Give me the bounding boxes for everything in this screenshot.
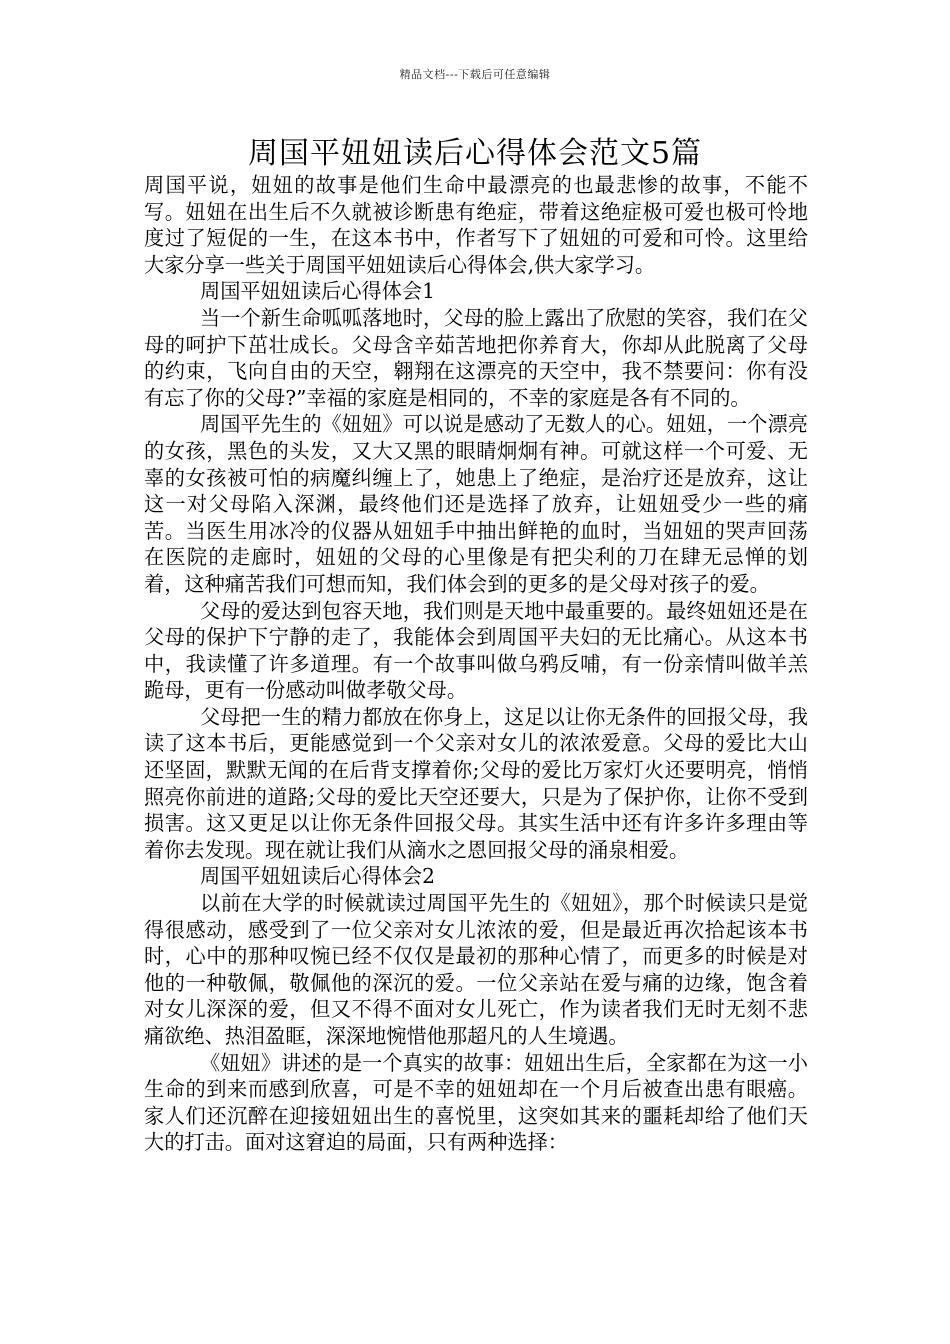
body-paragraph: 父母把一生的精力都放在你身上，这足以让你无条件的回报父母，我读了这本书后，更能感觉到一个父亲对女儿的浓浓爱意。父母的爱比大山还坚固，默默无闻的在后背支撑着你;父母的爱比万家灯火还要明亮，悄悄照亮你前进的道路;父母的爱比天空还要大，只是为了保护你，让你不受到损害。这又更足以让你无条件回报父母。其实生活中还有许多许多理由等着你去发现。现在就让我们从滴水之恩回报父母的涌泉相爱。 (144, 704, 808, 862)
page-title: 周国平妞妞读后心得体会范文5篇 (247, 136, 703, 171)
intro-paragraph: 周国平说，妞妞的故事是他们生命中最漂亮的也最悲惨的故事，不能不写。妞妞在出生后不久就被诊断患有绝症，带着这绝症极可爱也极可怜地度过了短促的一生，在这本书中，作者写下了妞妞的可爱和可怜。这里给大家分享一些关于周国平妞妞读后心得体会,供大家学习。 (144, 173, 808, 277)
body-paragraph: 父母的爱达到包容天地，我们则是天地中最重要的。最终妞妞还是在父母的保护下宁静的走了，我能体会到周国平夫妇的无比痛心。从这本书中，我读懂了许多道理。有一个故事叫做乌鸦反哺，有一份亲情叫做羊羔跪母，更有一份感动叫做孝敬父母。 (144, 598, 808, 703)
section-heading-1: 周国平妞妞读后心得体会1 (200, 279, 435, 304)
document-body (144, 172, 808, 1156)
header-note: 精品文档---下载后可任意编辑 (399, 68, 551, 81)
section-heading-2: 周国平妞妞读后心得体会2 (200, 864, 435, 889)
body-paragraph: 当一个新生命呱呱落地时，父母的脸上露出了欣慰的笑容，我们在父母的呵护下茁壮成长。父母含辛茹苦地把你养育大，你却从此脱离了父母的约束，飞向自由的天空，翱翔在这漂亮的天空中，我不禁要问：你有没有忘了你的父母?”幸福的家庭是相同的，不幸的家庭是各有不同的。 (144, 305, 808, 410)
body-paragraph: 以前在大学的时候就读过周国平先生的《妞妞》，那个时候读只是觉得很感动，感受到了一位父亲对女儿浓浓的爱，但是最近再次拾起该本书时，心中的那种叹惋已经不仅仅是最初的那种心情了，而更多的时候是对他的一种敬佩，敬佩他的深沉的爱。一位父亲站在爱与痛的边缘，饱含着对女儿深深的爱，但又不得不面对女儿死亡，作为读者我们无时无刻不悲痛欲绝、热泪盈眶，深深地惋惜他那超凡的人生境遇。 (144, 891, 808, 1048)
body-paragraph: 《妞妞》讲述的是一个真实的故事：妞妞出生后，全家都在为这一小生命的到来而感到欣喜，可是不幸的妞妞却在一个月后被查出患有眼癌。家人们还沉醉在迎接妞妞出生的喜悦里，这突如其来的噩耗却给了他们天大的打击。面对这窘迫的局面，只有两种选择： (144, 1050, 808, 1155)
body-paragraph: 周国平先生的《妞妞》可以说是感动了无数人的心。妞妞，一个漂亮的女孩，黑色的头发，又大又黑的眼睛炯炯有神。可就这样一个可爱、无辜的女孩被可怕的病魔纠缠上了，她患上了绝症，是治疗还是放弃，这让这一对父母陷入深渊，最终他们还是选择了放弃，让妞妞受少一些的痛苦。当医生用冰冷的仪器从妞妞手中抽出鲜艳的血时，当妞妞的哭声回荡在医院的走廊时，妞妞的父母的心里像是有把尖利的刀在肆无忌惮的划着，这种痛苦我们可想而知，我们体会到的更多的是父母对孩子的爱。 (144, 412, 808, 596)
